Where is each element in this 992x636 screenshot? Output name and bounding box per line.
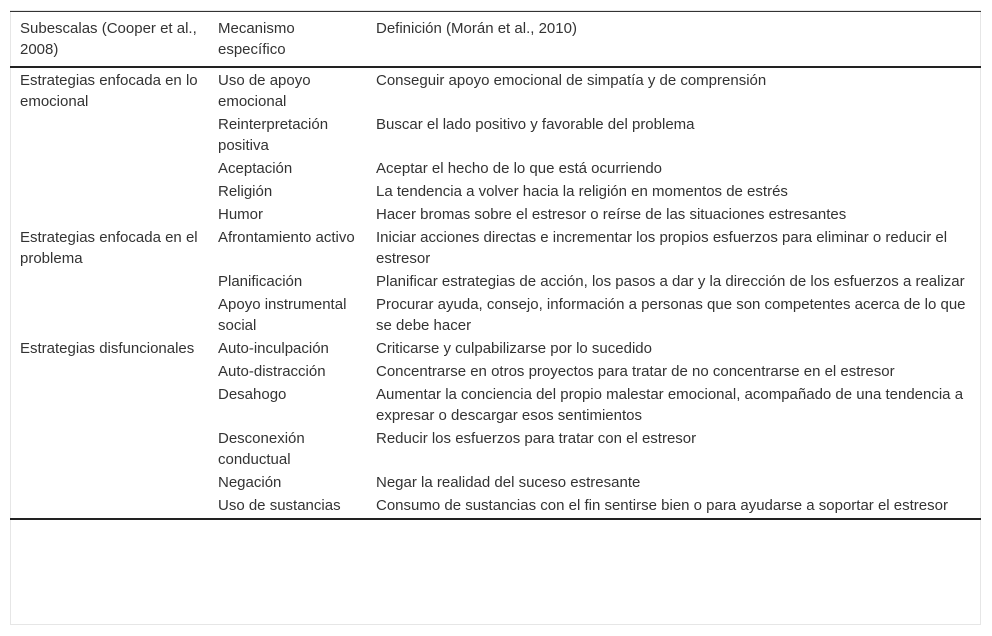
- cell-definition: Aceptar el hecho de lo que está ocurriendo: [376, 160, 663, 177]
- table-header: [10, 12, 981, 68]
- cell-subscale: [10, 271, 208, 294]
- cell-definition: Buscar el lado positivo y favorable del problema: [376, 116, 695, 133]
- table-row: [10, 472, 981, 495]
- cell-subscale: [10, 428, 208, 472]
- table-body: [10, 67, 981, 519]
- cell-subscale: [10, 294, 208, 338]
- cell-subscale: Estrategias enfocada en el problema: [20, 229, 198, 267]
- cell-mechanism: Auto-distracción: [218, 363, 326, 380]
- cell-subscale: Estrategias disfuncionales: [20, 340, 195, 357]
- table-row: [10, 271, 981, 294]
- cell-mechanism: Afrontamiento activo: [218, 229, 355, 246]
- cell-definition: Hacer bromas sobre el estresor o reírse de las situaciones estresantes: [376, 206, 847, 223]
- header-definition: Definición (Morán et al., 2010): [376, 20, 577, 37]
- table-row: [10, 384, 981, 428]
- table-row: [10, 204, 981, 227]
- cell-mechanism: Planificación: [218, 273, 303, 290]
- cell-mechanism: Apoyo instrumental social: [218, 296, 347, 334]
- cell-subscale: [10, 114, 208, 158]
- header-subscale: Subescalas (Cooper et al., 2008): [20, 20, 197, 58]
- cell-definition: Planificar estrategias de acción, los pasos a dar y la dirección de los esfuerzos a realizar: [376, 273, 965, 290]
- table-row: [10, 428, 981, 472]
- cell-definition: La tendencia a volver hacia la religión en momentos de estrés: [376, 183, 788, 200]
- cell-definition: Criticarse y culpabilizarse por lo sucedido: [376, 340, 652, 357]
- table-row: [10, 227, 981, 271]
- table-row: [10, 495, 981, 519]
- cell-mechanism: Aceptación: [218, 160, 293, 177]
- table-row: [10, 361, 981, 384]
- coping-strategies-table: [10, 11, 981, 520]
- cell-definition: Aumentar la conciencia del propio malestar emocional, acompañado de una tendencia a expresar o descargar esos sentimientos: [376, 386, 964, 424]
- table-row: [10, 67, 981, 114]
- table-row: [10, 158, 981, 181]
- table-row: [10, 181, 981, 204]
- cell-mechanism: Humor: [218, 206, 264, 223]
- cell-definition: Iniciar acciones directas e incrementar los propios esfuerzos para eliminar o reducir el estresor: [376, 229, 948, 267]
- cell-subscale: [10, 181, 208, 204]
- cell-definition: Negar la realidad del suceso estresante: [376, 474, 641, 491]
- cell-mechanism: Desahogo: [218, 386, 287, 403]
- cell-mechanism: Uso de sustancias: [218, 497, 341, 514]
- cell-subscale: [10, 158, 208, 181]
- cell-subscale: [10, 384, 208, 428]
- table-row: [10, 114, 981, 158]
- table-row: [10, 294, 981, 338]
- cell-mechanism: Uso de apoyo emocional: [218, 72, 311, 110]
- cell-mechanism: Religión: [218, 183, 273, 200]
- table-row: [10, 338, 981, 361]
- header-row: [10, 12, 981, 68]
- cell-subscale: Estrategias enfocada en lo emocional: [20, 72, 198, 110]
- cell-definition: Reducir los esfuerzos para tratar con el estresor: [376, 430, 697, 447]
- cell-subscale: [10, 204, 208, 227]
- header-mechanism: Mecanismo específico: [218, 20, 295, 58]
- cell-mechanism: Desconexión conductual: [218, 430, 305, 468]
- cell-subscale: [10, 472, 208, 495]
- cell-mechanism: Auto-inculpación: [218, 340, 329, 357]
- cell-definition: Concentrarse en otros proyectos para tratar de no concentrarse en el estresor: [376, 363, 895, 380]
- cell-mechanism: Reinterpretación positiva: [218, 116, 329, 154]
- cell-subscale: [10, 495, 208, 519]
- cell-subscale: [10, 361, 208, 384]
- cell-definition: Conseguir apoyo emocional de simpatía y de comprensión: [376, 72, 767, 89]
- cell-mechanism: Negación: [218, 474, 282, 491]
- cell-definition: Procurar ayuda, consejo, información a personas que son competentes acerca de lo que se debe hacer: [376, 296, 966, 334]
- cell-definition: Consumo de sustancias con el fin sentirse bien o para ayudarse a soportar el estresor: [376, 497, 948, 514]
